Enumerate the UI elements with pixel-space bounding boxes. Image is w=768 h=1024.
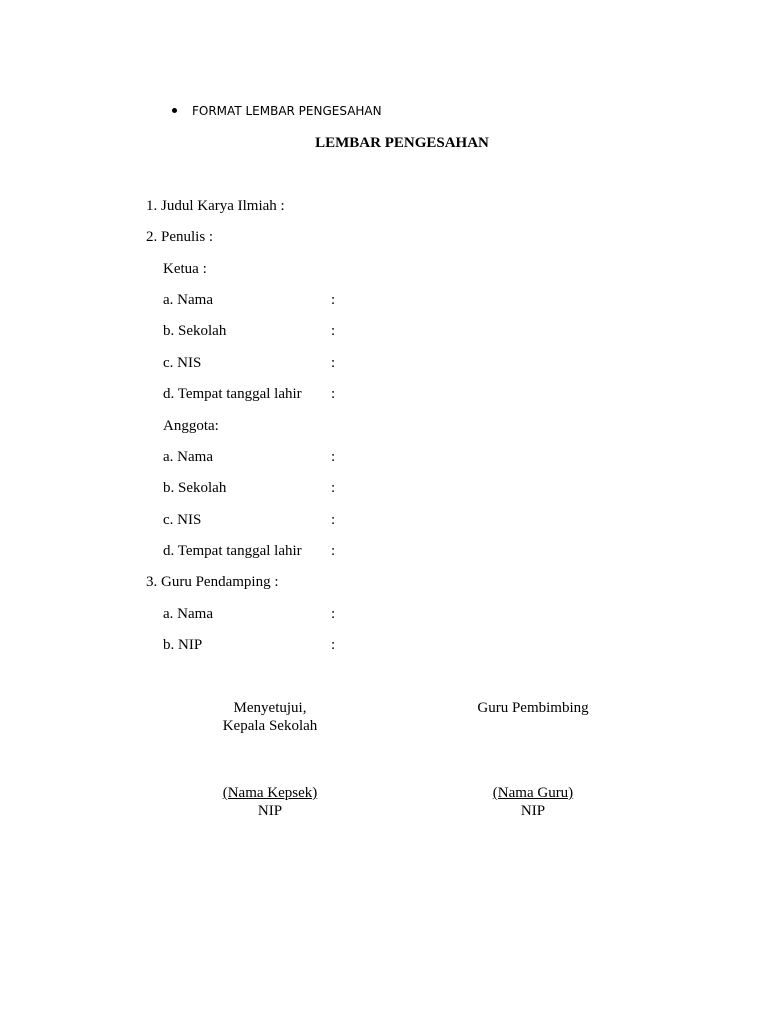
- signature-role: Guru Pembimbing: [477, 700, 589, 716]
- field-label: c. NIS: [163, 512, 202, 528]
- field-colon: :: [331, 512, 336, 528]
- field-label: a. Nama: [163, 606, 213, 622]
- signature-id: NIP: [257, 803, 283, 819]
- section-title-penulis: 2. Penulis :: [146, 229, 214, 245]
- field-colon: :: [331, 386, 336, 402]
- field-colon: :: [331, 449, 336, 465]
- field-label: c. NIS: [163, 355, 202, 371]
- signature-heading: Menyetujui,: [233, 700, 307, 716]
- field-label: d. Tempat tanggal lahir: [163, 543, 302, 559]
- field-label: a. Nama: [163, 292, 213, 308]
- signature-role: Kepala Sekolah: [222, 718, 318, 734]
- field-colon: :: [331, 292, 336, 308]
- signature-name: (Nama Guru): [492, 785, 574, 801]
- signature-block-kepala-sekolah: [190, 699, 350, 735]
- signature-name-guru: [448, 784, 618, 820]
- section-title-judul: 1. Judul Karya Ilmiah :: [146, 198, 285, 214]
- field-colon: :: [331, 480, 336, 496]
- subsection-ketua: Ketua :: [163, 261, 207, 277]
- field-colon: :: [331, 323, 336, 339]
- field-label: d. Tempat tanggal lahir: [163, 386, 302, 402]
- field-label: b. Sekolah: [163, 323, 227, 339]
- field-colon: :: [331, 606, 336, 622]
- signature-id: NIP: [520, 803, 546, 819]
- field-label: b. Sekolah: [163, 480, 227, 496]
- field-colon: :: [331, 543, 336, 559]
- field-label: a. Nama: [163, 449, 213, 465]
- field-colon: :: [331, 637, 336, 653]
- signature-name-kepala-sekolah: [190, 784, 350, 820]
- page-title: LEMBAR PENGESAHAN: [315, 135, 489, 151]
- field-label: b. NIP: [163, 637, 203, 653]
- signature-name: (Nama Kepsek): [222, 785, 318, 801]
- section-title-guru: 3. Guru Pendamping :: [146, 574, 279, 590]
- field-colon: :: [331, 355, 336, 371]
- signature-block-guru-pembimbing: [448, 699, 618, 717]
- bullet-dot-icon: [172, 108, 177, 113]
- subsection-anggota: Anggota:: [163, 418, 219, 434]
- bullet-heading: FORMAT LEMBAR PENGESAHAN: [192, 104, 382, 118]
